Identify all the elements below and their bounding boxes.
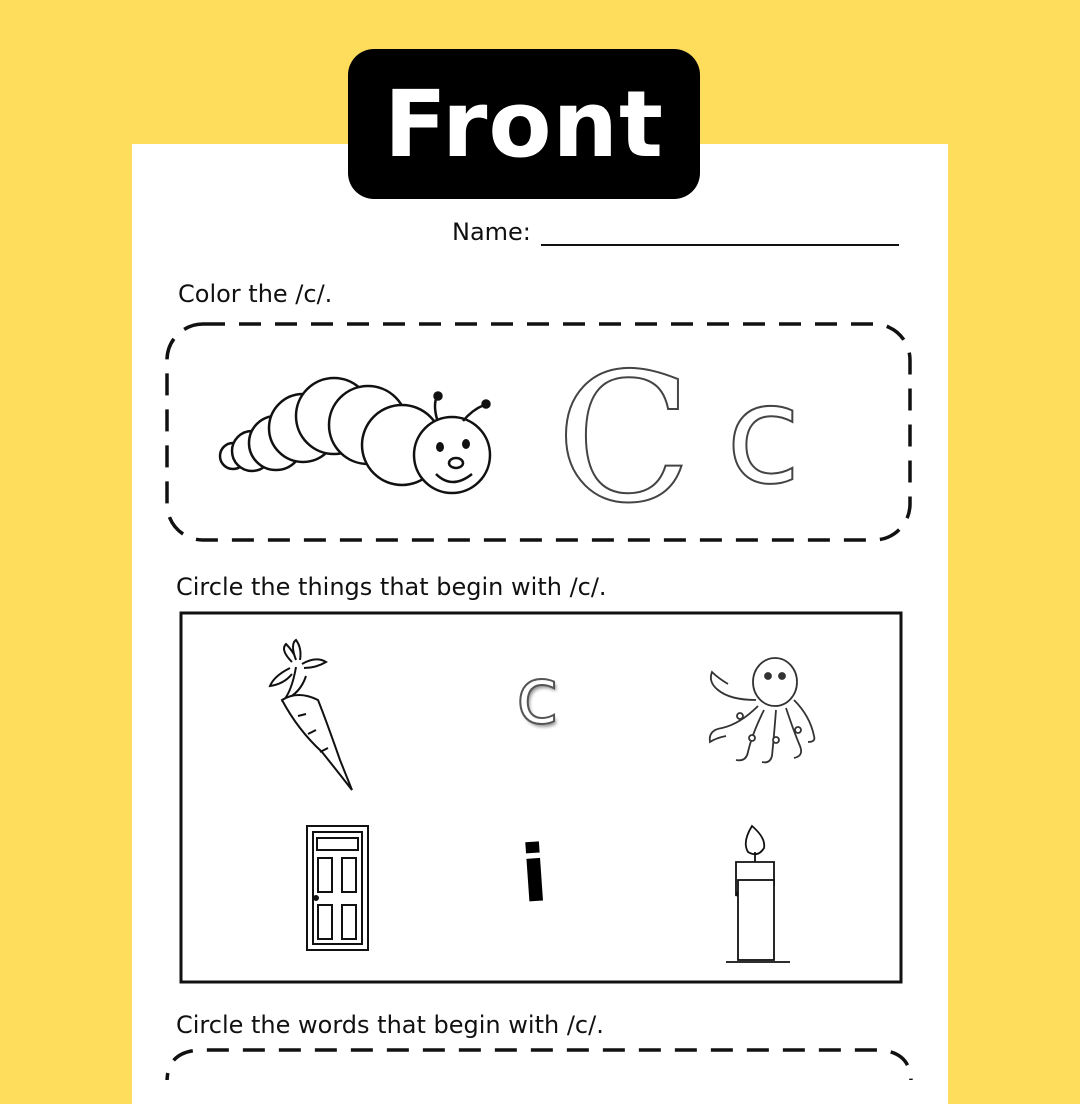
- svg-text:c: c: [726, 357, 801, 515]
- name-label: Name:: [452, 218, 531, 246]
- door-icon: [307, 826, 368, 950]
- octopus-icon: [710, 658, 815, 762]
- letter-c-choice[interactable]: c: [516, 652, 559, 742]
- circle-words-instruction: Circle the words that begin with /c/.: [176, 1011, 604, 1039]
- front-badge: Front: [348, 49, 700, 199]
- outlined-letters-cc: [556, 335, 801, 542]
- circle-things-instruction: Circle the things that begin with /c/.: [176, 573, 607, 601]
- svg-text:C: C: [556, 335, 693, 542]
- candle-icon: [726, 826, 790, 962]
- caterpillar-icon: [220, 378, 490, 493]
- carrot-icon: [270, 640, 352, 790]
- color-instruction: Color the /c/.: [178, 280, 333, 308]
- letter-i-choice[interactable]: i: [517, 829, 551, 921]
- words-dashed-box: [167, 1050, 911, 1080]
